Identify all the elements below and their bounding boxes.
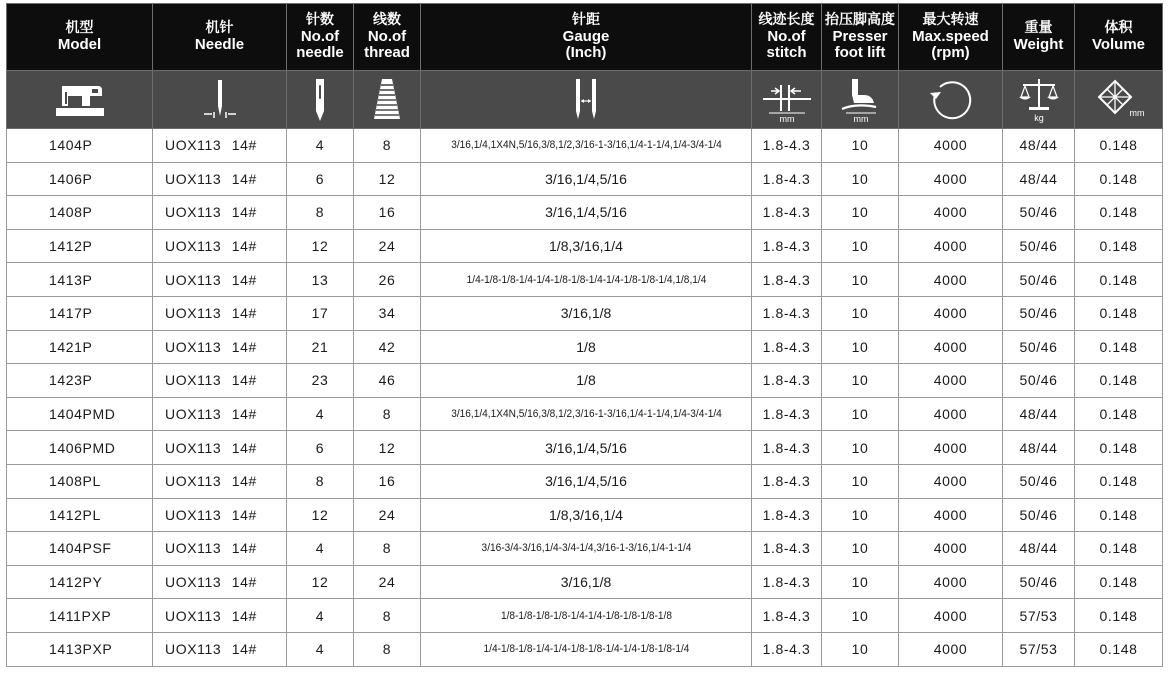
table-row	[7, 632, 1163, 666]
cell-model: 1417P	[7, 296, 153, 330]
cell-stitch: 1.8-4.3	[752, 498, 822, 532]
cell-gauge: 1/8	[421, 330, 752, 364]
weight-unit-label: kg	[1033, 112, 1044, 123]
cell-needle-count: 21	[287, 330, 354, 364]
cell-model: 1404P	[7, 129, 153, 163]
cell-max-speed: 4000	[899, 431, 1003, 465]
header-needle: 机针 Needle	[153, 4, 287, 71]
needle-eye-icon	[287, 71, 354, 129]
sewing-machine-icon	[7, 71, 153, 129]
cell-volume: 0.148	[1075, 599, 1163, 633]
cell-gauge: 3/16,1/4,1X4N,5/16,3/8,1/2,3/16-1-3/16,1/4-1-1/4,1/4-3/4-1/4	[434, 397, 739, 431]
cell-presser-lift: 10	[822, 364, 899, 398]
cell-max-speed: 4000	[899, 229, 1003, 263]
cell-model: 1411PXP	[7, 599, 153, 633]
cell-thread-count: 16	[354, 464, 421, 498]
cell-volume: 0.148	[1075, 632, 1163, 666]
cell-gauge: 1/8,3/16,1/4	[421, 229, 752, 263]
cell-presser-lift: 10	[822, 397, 899, 431]
cell-max-speed: 4000	[899, 129, 1003, 163]
cell-needle: UOX113 14#	[153, 162, 287, 196]
cell-presser-lift: 10	[822, 296, 899, 330]
cell-thread-count: 26	[354, 263, 421, 297]
cell-weight: 48/44	[1003, 129, 1075, 163]
stitch-length-icon	[752, 71, 822, 129]
cell-needle-count: 6	[287, 431, 354, 465]
gauge-width-icon	[421, 71, 752, 129]
cell-needle-count: 12	[287, 565, 354, 599]
header-gauge: 针距 Gauge (Inch)	[421, 4, 752, 71]
cell-thread-count: 8	[354, 532, 421, 566]
cell-volume: 0.148	[1075, 364, 1163, 398]
cell-presser-lift: 10	[822, 599, 899, 633]
needle-icon	[153, 71, 287, 129]
table-row	[7, 229, 1163, 263]
cell-max-speed: 4000	[899, 162, 1003, 196]
table-row	[7, 196, 1163, 230]
cell-volume: 0.148	[1075, 565, 1163, 599]
cell-thread-count: 16	[354, 196, 421, 230]
cell-model: 1421P	[7, 330, 153, 364]
cell-needle: UOX113 14#	[153, 565, 287, 599]
table-row	[7, 162, 1163, 196]
cell-weight: 50/46	[1003, 464, 1075, 498]
cell-presser-lift: 10	[822, 162, 899, 196]
cell-gauge: 1/8	[421, 364, 752, 398]
cell-gauge: 1/4-1/8-1/8-1/4-1/4-1/8-1/8-1/4-1/4-1/8-1/8-1/4,1/8,1/4	[434, 263, 739, 297]
header-stitch: 线迹长度 No.of stitch	[752, 4, 822, 71]
cell-presser-lift: 10	[822, 565, 899, 599]
cell-presser-lift: 10	[822, 229, 899, 263]
header-volume: 体积 Volume	[1075, 4, 1163, 71]
spec-table	[6, 3, 1163, 667]
table-row	[7, 565, 1163, 599]
cell-max-speed: 4000	[899, 364, 1003, 398]
cell-model: 1412PL	[7, 498, 153, 532]
cell-stitch: 1.8-4.3	[752, 129, 822, 163]
spec-table-body	[7, 129, 1163, 667]
cell-volume: 0.148	[1075, 162, 1163, 196]
cell-needle-count: 13	[287, 263, 354, 297]
cell-max-speed: 4000	[899, 498, 1003, 532]
cell-presser-lift: 10	[822, 498, 899, 532]
cell-stitch: 1.8-4.3	[752, 565, 822, 599]
cell-gauge: 3/16,1/4,5/16	[421, 196, 752, 230]
cell-max-speed: 4000	[899, 263, 1003, 297]
cell-stitch: 1.8-4.3	[752, 364, 822, 398]
cell-gauge: 1/8-1/8-1/8-1/8-1/4-1/4-1/8-1/8-1/8-1/8	[434, 599, 739, 633]
thread-spool-icon	[354, 71, 421, 129]
cell-presser-lift: 10	[822, 196, 899, 230]
cell-needle-count: 4	[287, 397, 354, 431]
cell-stitch: 1.8-4.3	[752, 632, 822, 666]
cell-needle: UOX113 14#	[153, 632, 287, 666]
cell-volume: 0.148	[1075, 330, 1163, 364]
cell-thread-count: 24	[354, 498, 421, 532]
cell-needle: UOX113 14#	[153, 431, 287, 465]
cell-model: 1404PMD	[7, 397, 153, 431]
cell-weight: 50/46	[1003, 229, 1075, 263]
cell-needle-count: 4	[287, 532, 354, 566]
cell-max-speed: 4000	[899, 330, 1003, 364]
cell-gauge: 3/16,1/4,5/16	[421, 464, 752, 498]
cell-weight: 50/46	[1003, 263, 1075, 297]
cell-volume: 0.148	[1075, 532, 1163, 566]
cell-stitch: 1.8-4.3	[752, 397, 822, 431]
cell-max-speed: 4000	[899, 632, 1003, 666]
cell-gauge: 1/8,3/16,1/4	[421, 498, 752, 532]
cell-needle-count: 4	[287, 129, 354, 163]
table-row	[7, 532, 1163, 566]
cell-needle-count: 12	[287, 498, 354, 532]
cell-presser-lift: 10	[822, 129, 899, 163]
volume-cube-icon	[1075, 71, 1163, 129]
cell-needle: UOX113 14#	[153, 397, 287, 431]
cell-stitch: 1.8-4.3	[752, 599, 822, 633]
cell-volume: 0.148	[1075, 129, 1163, 163]
cell-thread-count: 8	[354, 397, 421, 431]
cell-max-speed: 4000	[899, 397, 1003, 431]
cell-needle: UOX113 14#	[153, 129, 287, 163]
table-row	[7, 431, 1163, 465]
cell-volume: 0.148	[1075, 229, 1163, 263]
presser-foot-icon	[822, 71, 899, 129]
cell-weight: 48/44	[1003, 532, 1075, 566]
presser-unit-label: mm	[853, 113, 869, 123]
cell-thread-count: 46	[354, 364, 421, 398]
icon-row	[7, 71, 1163, 129]
table-row	[7, 263, 1163, 297]
cell-gauge: 3/16,1/4,5/16	[421, 162, 752, 196]
cell-stitch: 1.8-4.3	[752, 296, 822, 330]
cell-weight: 57/53	[1003, 632, 1075, 666]
cell-max-speed: 4000	[899, 532, 1003, 566]
cell-weight: 48/44	[1003, 431, 1075, 465]
cell-presser-lift: 10	[822, 464, 899, 498]
cell-needle: UOX113 14#	[153, 532, 287, 566]
header-speed: 最大转速 Max.speed (rpm)	[899, 4, 1003, 71]
cell-model: 1413PXP	[7, 632, 153, 666]
header-presser: 抬压脚高度 Presser foot lift	[822, 4, 899, 71]
cell-thread-count: 8	[354, 599, 421, 633]
cell-needle: UOX113 14#	[153, 599, 287, 633]
cell-stitch: 1.8-4.3	[752, 431, 822, 465]
cell-needle: UOX113 14#	[153, 330, 287, 364]
table-row	[7, 296, 1163, 330]
cell-volume: 0.148	[1075, 464, 1163, 498]
table-row	[7, 129, 1163, 163]
cell-weight: 50/46	[1003, 364, 1075, 398]
cell-thread-count: 24	[354, 229, 421, 263]
cell-stitch: 1.8-4.3	[752, 162, 822, 196]
cell-max-speed: 4000	[899, 565, 1003, 599]
cell-weight: 50/46	[1003, 330, 1075, 364]
cell-needle: UOX113 14#	[153, 296, 287, 330]
cell-presser-lift: 10	[822, 532, 899, 566]
cell-weight: 48/44	[1003, 397, 1075, 431]
cell-model: 1404PSF	[7, 532, 153, 566]
cell-gauge: 3/16,1/8	[421, 565, 752, 599]
cell-model: 1406PMD	[7, 431, 153, 465]
cell-max-speed: 4000	[899, 296, 1003, 330]
cell-max-speed: 4000	[899, 196, 1003, 230]
cell-model: 1412P	[7, 229, 153, 263]
cell-presser-lift: 10	[822, 431, 899, 465]
cell-gauge: 3/16,1/8	[421, 296, 752, 330]
cell-needle-count: 4	[287, 632, 354, 666]
cell-model: 1406P	[7, 162, 153, 196]
cell-model: 1408P	[7, 196, 153, 230]
cell-stitch: 1.8-4.3	[752, 196, 822, 230]
rotation-icon	[899, 71, 1003, 129]
cell-needle-count: 8	[287, 464, 354, 498]
cell-volume: 0.148	[1075, 498, 1163, 532]
cell-stitch: 1.8-4.3	[752, 532, 822, 566]
cell-needle: UOX113 14#	[153, 263, 287, 297]
table-row	[7, 498, 1163, 532]
cell-presser-lift: 10	[822, 263, 899, 297]
cell-thread-count: 12	[354, 431, 421, 465]
cell-needle: UOX113 14#	[153, 196, 287, 230]
cell-needle: UOX113 14#	[153, 229, 287, 263]
cell-max-speed: 4000	[899, 599, 1003, 633]
cell-weight: 50/46	[1003, 565, 1075, 599]
cell-needle-count: 17	[287, 296, 354, 330]
cell-stitch: 1.8-4.3	[752, 464, 822, 498]
table-row	[7, 330, 1163, 364]
cell-volume: 0.148	[1075, 196, 1163, 230]
header-weight: 重量 Weight	[1003, 4, 1075, 71]
cell-stitch: 1.8-4.3	[752, 330, 822, 364]
cell-gauge: 1/4-1/8-1/8-1/4-1/4-1/8-1/8-1/4-1/4-1/8-1/8-1/4	[434, 632, 739, 666]
cell-stitch: 1.8-4.3	[752, 263, 822, 297]
cell-model: 1413P	[7, 263, 153, 297]
cell-thread-count: 8	[354, 129, 421, 163]
cell-volume: 0.148	[1075, 431, 1163, 465]
header-row	[7, 4, 1163, 71]
cell-stitch: 1.8-4.3	[752, 229, 822, 263]
header-no-needle: 针数 No.of needle	[287, 4, 354, 71]
cell-model: 1408PL	[7, 464, 153, 498]
cell-needle: UOX113 14#	[153, 364, 287, 398]
table-row	[7, 599, 1163, 633]
table-row	[7, 397, 1163, 431]
cell-weight: 50/46	[1003, 498, 1075, 532]
cell-needle: UOX113 14#	[153, 464, 287, 498]
cell-needle-count: 23	[287, 364, 354, 398]
cell-thread-count: 34	[354, 296, 421, 330]
cell-needle-count: 12	[287, 229, 354, 263]
cell-needle-count: 4	[287, 599, 354, 633]
cell-needle-count: 6	[287, 162, 354, 196]
cell-thread-count: 42	[354, 330, 421, 364]
cell-volume: 0.148	[1075, 263, 1163, 297]
cell-needle-count: 8	[287, 196, 354, 230]
cell-volume: 0.148	[1075, 397, 1163, 431]
cell-gauge: 3/16,1/4,1X4N,5/16,3/8,1/2,3/16-1-3/16,1/4-1-1/4,1/4-3/4-1/4	[434, 129, 739, 163]
cell-model: 1423P	[7, 364, 153, 398]
header-model: 机型 Model	[7, 4, 153, 71]
stitch-unit-label: mm	[779, 113, 794, 123]
table-row	[7, 464, 1163, 498]
cell-presser-lift: 10	[822, 330, 899, 364]
cell-weight: 57/53	[1003, 599, 1075, 633]
cell-thread-count: 12	[354, 162, 421, 196]
table-row	[7, 364, 1163, 398]
cell-gauge: 3/16-3/4-3/16,1/4-3/4-1/4,3/16-1-3/16,1/4-1-1/4	[434, 532, 739, 566]
cell-needle: UOX113 14#	[153, 498, 287, 532]
cell-presser-lift: 10	[822, 632, 899, 666]
cell-volume: 0.148	[1075, 296, 1163, 330]
cell-weight: 48/44	[1003, 162, 1075, 196]
cell-weight: 50/46	[1003, 296, 1075, 330]
cell-thread-count: 8	[354, 632, 421, 666]
cell-model: 1412PY	[7, 565, 153, 599]
scale-icon	[1003, 71, 1075, 129]
cell-weight: 50/46	[1003, 196, 1075, 230]
volume-unit-label: mm	[1129, 107, 1144, 118]
cell-thread-count: 24	[354, 565, 421, 599]
header-no-thread: 线数 No.of thread	[354, 4, 421, 71]
cell-gauge: 3/16,1/4,5/16	[421, 431, 752, 465]
cell-max-speed: 4000	[899, 464, 1003, 498]
